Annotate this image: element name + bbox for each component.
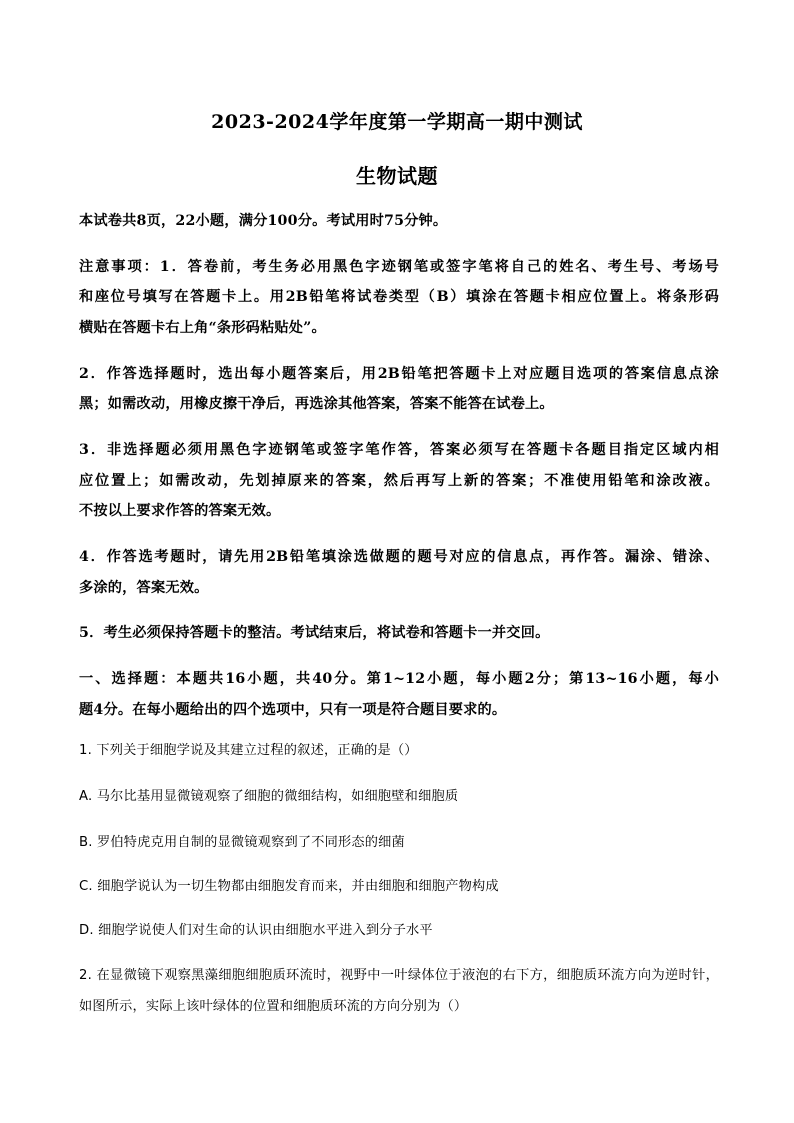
notice-item-3-line-1: 3．非选择题必须用黑色字迹钢笔或签字笔作答，答案必须写在答题卡各题目指定区域内相 bbox=[79, 442, 719, 458]
question-2-stem-line-1: 2. 在显微镜下观察黑藻细胞细胞质环流时，视野中一叶绿体位于液泡的右下方，细胞质环流方向为逆时针， bbox=[79, 968, 719, 983]
question-1-option-d: D. 细胞学说使人们对生命的认识由细胞水平进入到分子水平 bbox=[79, 923, 433, 938]
notice-item-1-line-1: 注意事项：1．答卷前，考生务必用黑色字迹钢笔或签字笔将自己的姓名、考生号、考场号 bbox=[79, 259, 719, 275]
notice-item-4-line-1: 4．作答选考题时，请先用2B铅笔填涂选做题的题号对应的信息点，再作答。漏涂、错涂、 bbox=[79, 549, 719, 565]
notice-item-1-line-3: 横贴在答题卡右上角“条形码粘贴处”。 bbox=[79, 320, 326, 336]
exam-intro: 本试卷共8页，22小题，满分100分。考试用时75分钟。 bbox=[79, 213, 448, 229]
question-2-stem-line-2: 如图所示，实际上该叶绿体的位置和细胞质环流的方向分别为（） bbox=[79, 999, 468, 1014]
subject-title: 生物试题 bbox=[356, 164, 438, 188]
notice-item-5-line-1: 5．考生必须保持答题卡的整洁。考试结束后，将试卷和答题卡一并交回。 bbox=[79, 625, 550, 641]
notice-item-2-line-2: 黑；如需改动，用橡皮擦干净后，再选涂其他答案，答案不能答在试卷上。 bbox=[79, 396, 554, 412]
notice-item-4-line-2: 多涂的，答案无效。 bbox=[79, 580, 209, 596]
question-1-option-b: B. 罗伯特虎克用自制的显微镜观察到了不同形态的细菌 bbox=[79, 835, 405, 850]
question-1-option-c: C. 细胞学说认为一切生物都由细胞发育而来，并由细胞和细胞产物构成 bbox=[79, 879, 499, 894]
section-1-line-2: 题4分。在每小题给出的四个选项中，只有一项是符合题目要求的。 bbox=[79, 702, 507, 718]
exam-title: 2023-2024学年度第一学期高一期中测试 bbox=[211, 111, 583, 133]
question-1-stem: 1. 下列关于细胞学说及其建立过程的叙述，正确的是（） bbox=[79, 743, 418, 758]
notice-item-3-line-3: 不按以上要求作答的答案无效。 bbox=[79, 503, 281, 519]
question-1-option-a: A. 马尔比基用显微镜观察了细胞的微细结构，如细胞壁和细胞质 bbox=[79, 789, 459, 804]
section-1-line-1: 一、选择题：本题共16小题，共40分。第1~12小题，每小题2分；第13~16小题，每小 bbox=[79, 671, 719, 687]
notice-item-3-line-2: 应位置上；如需改动，先划掉原来的答案，然后再写上新的答案；不准使用铅笔和涂改液。 bbox=[79, 473, 719, 489]
notice-item-1-line-2: 和座位号填写在答题卡上。用2B铅笔将试卷类型（B）填涂在答题卡相应位置上。将条形码 bbox=[79, 289, 719, 305]
notice-item-2-line-1: 2．作答选择题时，选出每小题答案后，用2B铅笔把答题卡上对应题目选项的答案信息点涂 bbox=[79, 366, 719, 382]
